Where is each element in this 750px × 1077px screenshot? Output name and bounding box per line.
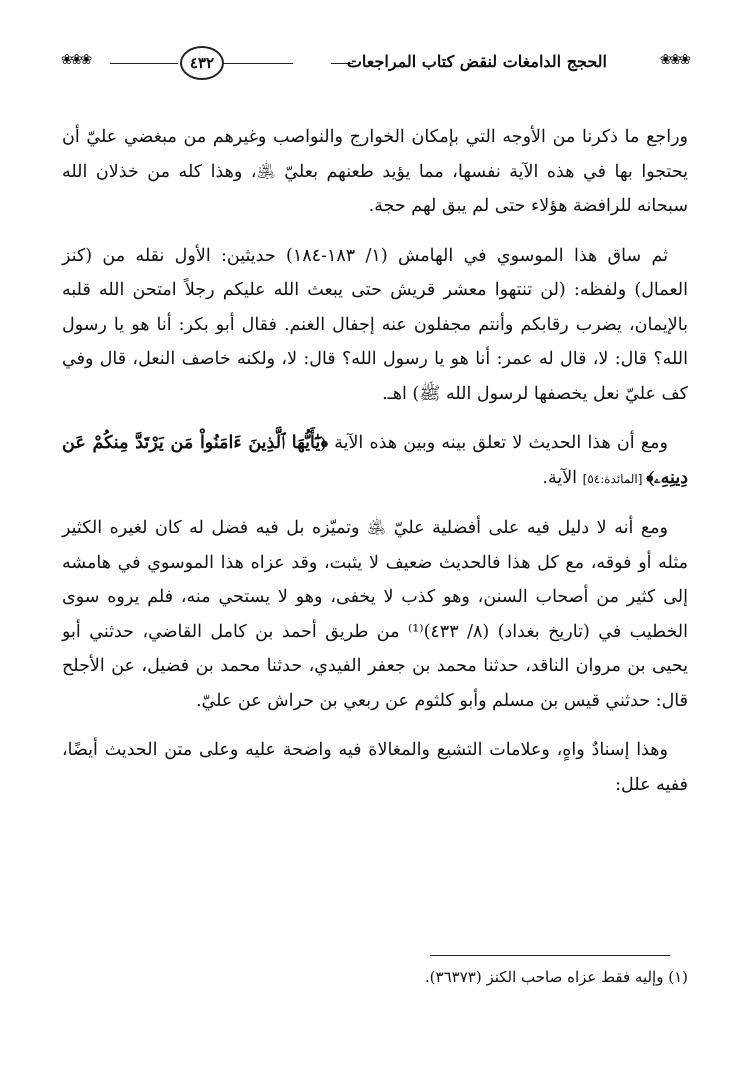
paragraph: ثم ساق هذا الموسوي في الهامش (١/ ١٨٣-١٨٤) حديثين: الأول نقله من (كنز العمال) ولفظه: (لن تنتهوا معشر قريش حتى يبعث الله عليكم رجلاً امتحن الله قلبه بالإيمان، يضرب رقابكم وأنتم مجفلون عنه إجفال الغنم. فقال أبو بكر: أنا هو يا رسول الله؟ قال: لا، قال له عمر: أنا هو يا رسول الله؟ قال: لا، ولكنه خاصف النعل، قال وفي كف عليّ نعل يخصفها لرسول الله ﷺ) اهـ. [62,245,688,404]
footnote: (١) وإليه فقط عزاه صاحب الكنز (٣٦٣٧٣). [424,968,688,986]
verse-reference: [المائدة:٥٤] [582,471,647,486]
page-number: ٤٣٢ [180,46,224,80]
ornament-right-icon: ❀❀❀ [659,52,689,68]
flourish-line-center [223,63,293,64]
main-text [62,120,688,817]
paragraph-text: ومع أن هذا الحديث لا تعلق بينه وبين هذه الآية [328,433,668,453]
running-header [55,42,695,82]
paragraph-text: الآية. [542,467,583,488]
quran-verse: ﴿يَٰٓأَيُّهَا ٱلَّذِينَ ءَامَنُواْ مَن يَرْتَدَّ مِنكُمْ عَن دِينِهِۦ﴾ [62,433,688,488]
paragraph: وهذا إسنادٌ واهٍ، وعلامات التشيع والمغالاة فيه واضحة عليه وعلى متن الحديث أيضًا، ففيه علل: [62,740,688,795]
footnote-divider [430,955,670,956]
paragraph: ومع أنه لا دليل فيه على أفضلية عليّ ﵁ وتميّزه بل فيه فضل له كان لغيره الكثير مثله أو فوقه، مع كل هذا فالحديث ضعيف لا يثبت، وقد عزاه هذا الموسوي في هامشه إلى كثير من أصحاب السنن، وهو كذب لا يخفى، وهو لا يستحي منه، فلم يروه سوى الخطيب في (تاريخ بغداد) (٨/ ٤٣٣)⁽¹⁾ من طريق أحمد بن كامل القاضي، حدثني أبو يحيى بن مروان الناقد، حدثنا محمد بن جعفر الفيدي، حدثنا محمد بن فضيل، عن الأجلح قال: حدثني قيس بن مسلم وأبو كلثوم عن ربعي بن حراش عن عليّ. [62,518,688,711]
ornament-left-icon: ❀❀❀ [61,52,91,68]
paragraph: وراجع ما ذكرنا من الأوجه التي بإمكان الخوارج والنواصب وغيرهم من مبغضي عليّ أن يحتجوا بها في هذه الآية نفسها، مما يؤيد طعنهم بعليّ ﵁، وهذا كله من خذلان الله سبحانه للرافضة هؤلاء حتى لم يبق لهم حجة. [62,127,688,216]
paragraph [62,426,688,496]
book-title: الحجج الدامغات لنقض كتاب المراجعات [346,52,607,71]
flourish-line-left [110,63,178,64]
